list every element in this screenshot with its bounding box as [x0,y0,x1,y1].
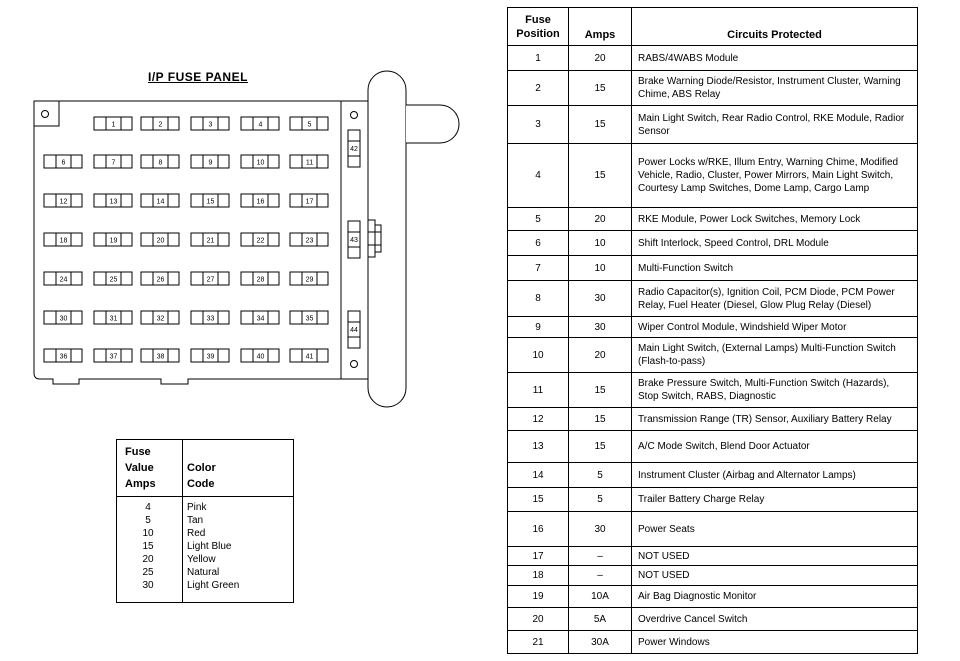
fuse-slot [141,272,179,285]
fuse-slot [290,117,328,130]
circuits-cell: Main Light Switch, Rear Radio Control, RKE Module, Radior Sensor [632,106,918,144]
fuse-number: 16 [256,198,265,206]
fuse-number: 28 [256,276,265,284]
amp-value: 10 [142,528,154,539]
fuse-position-cell: 14 [508,463,569,488]
table-header-row [508,8,918,46]
table-row [508,566,918,586]
fuse-slot [94,311,132,324]
fuse-slot [241,233,279,246]
table-row [508,431,918,463]
fuse-number: 40 [256,353,265,361]
fuse-slot [44,272,82,285]
color-name: Red [187,528,206,539]
amps-cell: 30 [569,281,632,317]
fuse-slot [44,311,82,324]
side-fuse-slot [348,221,360,258]
amp-values-column [117,501,179,592]
fuse-position-cell: 6 [508,231,569,256]
column-divider [182,440,183,602]
amps-cell: 15 [569,373,632,408]
fuse-position-cell: 17 [508,547,569,566]
amps-header: Amps [569,8,632,46]
table-row [508,281,918,317]
fuse-number: 14 [156,198,165,206]
fuse-number: 25 [109,276,118,284]
fuse-slot [290,349,328,362]
fuse-number: 33 [206,315,215,323]
fuse-number: 9 [208,159,213,167]
fuse-position-cell: 4 [508,144,569,208]
fuse-panel-diagram [0,0,480,430]
circuits-cell: Transmission Range (TR) Sensor, Auxiliary Battery Relay [632,408,918,431]
fuse-slot [191,233,229,246]
fuse-slot [44,194,82,207]
mount-hole-top-left [42,111,49,118]
fuse-slot [141,349,179,362]
table-row [508,71,918,106]
fuse-number: 32 [156,315,165,323]
circuits-cell: Trailer Battery Charge Relay [632,488,918,512]
circuits-cell: Power Seats [632,512,918,547]
color-name: Yellow [187,554,216,565]
fuse-number: 3 [208,121,213,129]
amps-cell: – [569,547,632,566]
fuse-slot [290,233,328,246]
fuse-slot [191,349,229,362]
fuse-slot [191,194,229,207]
fuse-slot [94,272,132,285]
amp-value: 25 [142,567,154,578]
color-name: Pink [187,502,207,513]
fuse-position-cell: 20 [508,608,569,631]
circuits-cell: Multi-Function Switch [632,256,918,281]
fuse-number: 39 [206,353,215,361]
table-row [508,373,918,408]
fuse-value-header: Fuse Value Amps [125,446,156,490]
fuse-number: 17 [305,198,314,206]
fuse-slot [44,233,82,246]
circuits-cell: Radio Capacitor(s), Ignition Coil, PCM Diode, PCM Power Relay, Fuel Heater (Diesel, Glow Plug Relay (Diesel) [632,281,918,317]
table-row [508,208,918,231]
fuse-slot [241,272,279,285]
circuits-cell: Instrument Cluster (Airbag and Alternator Lamps) [632,463,918,488]
fuse-number: 36 [59,353,68,361]
circuits-cell: Main Light Switch, (External Lamps) Multi-Function Switch (Flash-to-pass) [632,338,918,373]
fuse-slot [94,233,132,246]
amps-cell: 30A [569,631,632,654]
amps-cell: – [569,566,632,586]
table-row [508,608,918,631]
fuse-slot [241,155,279,168]
fuse-position-cell: 13 [508,431,569,463]
circuits-cell: Wiper Control Module, Windshield Wiper Motor [632,317,918,338]
fuse-number: 18 [59,237,68,245]
table-row [508,317,918,338]
fuse-position-cell: 11 [508,373,569,408]
fuse-number: 8 [158,159,163,167]
amps-cell: 20 [569,208,632,231]
fuse-slot [241,349,279,362]
fuse-number: 5 [307,121,312,129]
amps-cell: 30 [569,512,632,547]
table-row [508,631,918,654]
fuse-position-cell: 19 [508,586,569,608]
fuse-position-cell: 1 [508,46,569,71]
fuse-number: 7 [111,159,116,167]
fuse-slot [141,155,179,168]
fuse-position-cell: 15 [508,488,569,512]
table-row [508,46,918,71]
mount-hole-top-right [351,112,358,119]
circuits-cell: RABS/4WABS Module [632,46,918,71]
fuse-number: 24 [59,276,68,284]
circuits-cell: RKE Module, Power Lock Switches, Memory Lock [632,208,918,231]
amps-cell: 5A [569,608,632,631]
fuse-slot [44,349,82,362]
circuits-header: Circuits Protected [632,8,918,46]
amps-cell: 5 [569,488,632,512]
amps-cell: 5 [569,463,632,488]
amps-cell: 15 [569,408,632,431]
fuse-position-cell: 10 [508,338,569,373]
color-code-header: Color Code [187,462,216,490]
amps-cell: 15 [569,144,632,208]
fuse-number: 30 [59,315,68,323]
fuse-slot [141,233,179,246]
fuse-number: 42 [350,146,358,153]
circuits-cell: Shift Interlock, Speed Control, DRL Module [632,231,918,256]
fuse-number: 21 [206,237,215,245]
table-row [508,338,918,373]
fuse-slot [191,311,229,324]
table-row [508,256,918,281]
table-row [508,488,918,512]
circuits-cell: Brake Warning Diode/Resistor, Instrument Cluster, Warning Chime, ABS Relay [632,71,918,106]
color-name: Tan [187,515,204,526]
fuse-slot [241,311,279,324]
amps-cell: 15 [569,431,632,463]
fuse-slot [141,117,179,130]
amps-cell: 20 [569,338,632,373]
fuse-position-cell: 18 [508,566,569,586]
table-row [508,512,918,547]
fuse-slot [290,311,328,324]
connector-block [368,220,381,257]
fuse-position-cell: 2 [508,71,569,106]
fuse-number: 10 [256,159,265,167]
fuse-number: 23 [305,237,314,245]
fuse-position-cell: 12 [508,408,569,431]
amp-value: 15 [142,541,154,552]
fuse-slot [94,349,132,362]
circuits-cell: A/C Mode Switch, Blend Door Actuator [632,431,918,463]
fuse-slot [191,117,229,130]
color-name: Light Green [187,580,240,591]
fuse-slot [141,311,179,324]
circuits-cell: Overdrive Cancel Switch [632,608,918,631]
amps-cell: 30 [569,317,632,338]
side-fuse-slot [348,311,360,348]
color-name: Natural [187,567,220,578]
fuse-number: 12 [59,198,68,206]
position-header: Fuse Position [508,8,569,46]
fuse-slot [290,194,328,207]
fuse-number: 19 [109,237,118,245]
table-row [508,463,918,488]
amp-value: 30 [142,580,154,591]
fuse-slot [94,117,132,130]
fuse-position-cell: 3 [508,106,569,144]
fuse-number: 20 [156,237,165,245]
side-fuse-slot [348,130,360,167]
fuse-number: 1 [111,121,116,129]
fuse-number: 27 [206,276,215,284]
fuse-position-cell: 5 [508,208,569,231]
fuse-position-cell: 21 [508,631,569,654]
amp-value: 5 [145,515,151,526]
table-row [508,231,918,256]
amps-cell: 10A [569,586,632,608]
table-row [508,547,918,566]
fuse-slot [94,155,132,168]
table-row [508,144,918,208]
amps-cell: 15 [569,71,632,106]
amps-cell: 10 [569,231,632,256]
fuse-number: 31 [109,315,118,323]
fuse-number: 11 [305,159,314,167]
fuse-position-cell: 8 [508,281,569,317]
fuse-slot [241,194,279,207]
fuse-slot [241,117,279,130]
fuse-number: 38 [156,353,165,361]
fuse-position-cell: 16 [508,512,569,547]
circuits-cell: Air Bag Diagnostic Monitor [632,586,918,608]
fuse-number: 44 [350,327,358,334]
header-divider [117,496,293,497]
circuits-cell: NOT USED [632,566,918,586]
amps-cell: 15 [569,106,632,144]
table-row [508,408,918,431]
fuse-number: 35 [305,315,314,323]
circuits-cell: NOT USED [632,547,918,566]
amp-value: 4 [145,502,151,513]
circuits-cell: Power Locks w/RKE, Illum Entry, Warning Chime, Modified Vehicle, Radio, Cluster, Power Mirrors, Main Light Switch, Courtesy Lamp Switches, Dome Lamp, Cargo Lamp [632,144,918,208]
fuse-position-cell: 7 [508,256,569,281]
amp-value: 20 [142,554,154,565]
fuse-number: 26 [156,276,165,284]
color-code-table [116,439,294,603]
fuse-number: 37 [109,353,118,361]
circuits-cell: Brake Pressure Switch, Multi-Function Switch (Hazards), Stop Switch, RABS, Diagnostic [632,373,918,408]
mount-hole-bottom-right [351,361,358,368]
fuse-slot [94,194,132,207]
color-names-column [187,501,239,592]
fuse-slot [44,155,82,168]
fuse-slot [191,155,229,168]
color-name: Light Blue [187,541,232,552]
fuse-number: 34 [256,315,265,323]
fuse-slot [141,194,179,207]
fuse-number: 2 [158,121,163,129]
panel-tab [406,105,459,143]
fuse-slot [290,272,328,285]
fuse-number: 29 [305,276,314,284]
fuse-number: 15 [206,198,215,206]
fuse-number: 43 [350,237,358,244]
fuse-number: 41 [305,353,314,361]
fuse-number: 13 [109,198,118,206]
amps-cell: 20 [569,46,632,71]
panel-title: I/P FUSE PANEL [148,70,248,84]
fuse-position-cell: 9 [508,317,569,338]
fuse-number: 6 [61,159,66,167]
table-row [508,586,918,608]
fuse-slot [290,155,328,168]
fuse-panel-drawing [0,0,480,430]
fuse-number: 22 [256,237,265,245]
amps-cell: 10 [569,256,632,281]
table-row [508,106,918,144]
fuse-circuit-table [507,7,918,654]
fuse-number: 4 [258,121,263,129]
circuits-cell: Power Windows [632,631,918,654]
fuse-slot [191,272,229,285]
